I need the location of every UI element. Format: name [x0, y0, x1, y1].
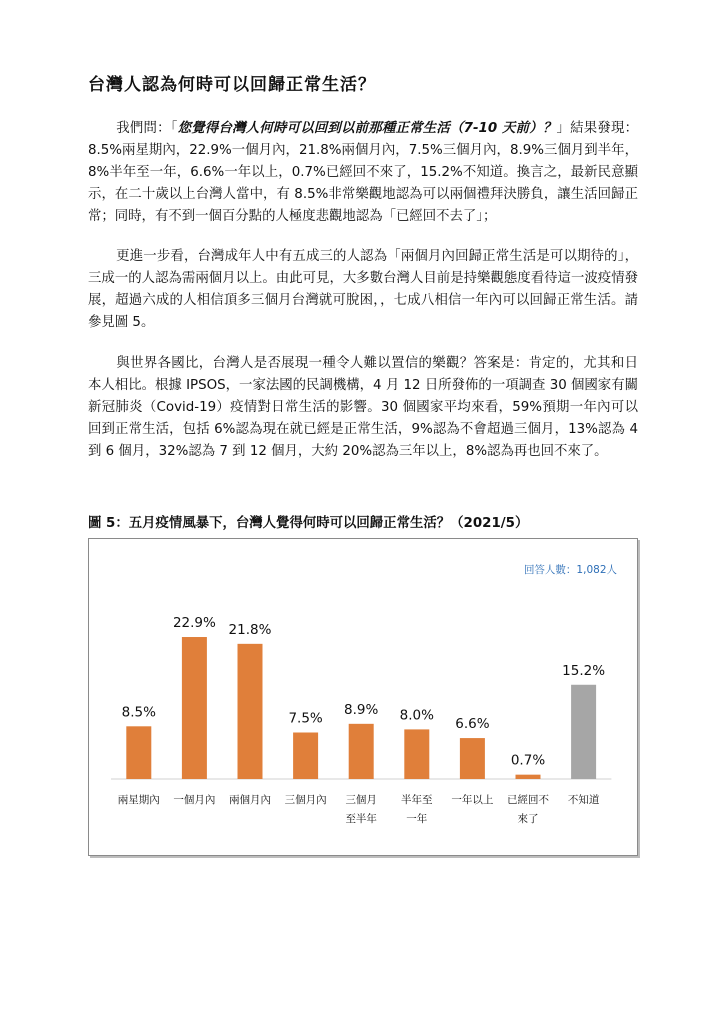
survey-question: 您覺得台灣人何時可以回到以前那種正常生活（7-10 天前）？ [177, 121, 557, 136]
bar [293, 733, 318, 780]
category-label: 一年以上 [451, 794, 494, 806]
bar-value-label: 0.7% [510, 752, 546, 769]
bar [516, 775, 541, 779]
paragraph-2-text: 更進一步看，台灣成年人中有五成三的人認為「兩個月內回歸正常生活是可以期待的」，三成一的人認為需兩個月以上。由此可見，大多數台灣人目前是持樂觀態度看待這一波疫情發展，超過六成的人相信頂多三個月台灣就可脫困，，七成八相信一年內可以回歸正常生活。請參見圖 5。 [88, 249, 638, 330]
category-label: 一年 [406, 813, 428, 825]
paragraph-1-lead: 我們問：「 [116, 121, 178, 136]
figure-caption: 圖 5：五月疫情風暴下，台灣人覺得何時可以回歸正常生活？（2021/5） [88, 516, 529, 531]
bar-value-label: 6.6% [455, 716, 490, 733]
bar-value-label: 22.9% [172, 615, 216, 632]
bar [238, 644, 263, 779]
category-label: 半年至 [401, 794, 433, 806]
category-label: 兩個月內 [229, 794, 271, 806]
category-label: 兩星期內 [117, 794, 160, 806]
paragraph-1 [88, 118, 638, 228]
category-label: 三個月 [345, 794, 377, 806]
bar [126, 726, 151, 779]
paragraph-1-rest: 」結果發現：8.5%兩星期內，22.9%一個月內，21.8%兩個月內，7.5%三個月內，8.9%三個月到半年，8%半年至一年，6.6%一年以上，0.7%已經回不來了，15.2%不知道。換言之，最新民意顯示，在二十歲以上台灣人當中，有 8.5%非常樂觀地認為可以兩個禮拜決勝負，讓生活回歸正常；同時，有不到一個百分點的人極度悲觀地認為「已經回不去了」； [88, 121, 638, 224]
bar-value-label: 8.9% [344, 701, 379, 718]
bar [460, 738, 485, 779]
bar-value-label: 8.5% [121, 704, 156, 721]
category-label: 一個月內 [173, 794, 216, 806]
bar-value-label: 8.0% [399, 707, 434, 724]
category-label: 來了 [517, 813, 539, 825]
category-label: 不知道 [567, 794, 600, 806]
bar [349, 724, 374, 779]
category-label: 三個月內 [284, 794, 327, 806]
paragraph-3 [88, 353, 638, 463]
bar-value-label: 15.2% [562, 662, 606, 679]
bar-chart [88, 538, 638, 856]
category-label: 已經回不 [507, 794, 549, 806]
bar [571, 685, 596, 779]
bar-value-label: 7.5% [288, 710, 323, 727]
bar [404, 729, 429, 779]
page-title: 台灣人認為何時可以回歸正常生活？ [88, 75, 376, 95]
respondent-note: 回答人數：1,082人 [523, 564, 617, 576]
bar-chart-svg [89, 539, 637, 855]
bar [182, 637, 207, 779]
bar-value-label: 21.8% [228, 621, 272, 638]
category-label: 至半年 [345, 813, 377, 825]
paragraph-3-text: 與世界各國比，台灣人是否展現一種令人難以置信的樂觀？答案是：肯定的，尤其和日本人相比。根據 IPSOS，一家法國的民調機構，4 月 12 日所發佈的一項調查 30 個國家有關新冠肺炎（Covid-19）疫情對日常生活的影響。30 個國家平均來看，59%預期一年內可以回到正常生活，包括 6%認為現在就已經是正常生活，9%認為不會超過三個月，13%認為 4 到 6 個月，32%認為 7 到 12 個月，大約 20%認為三年以上，8%認為再也回不來了。 [88, 356, 638, 459]
paragraph-2 [88, 246, 638, 334]
